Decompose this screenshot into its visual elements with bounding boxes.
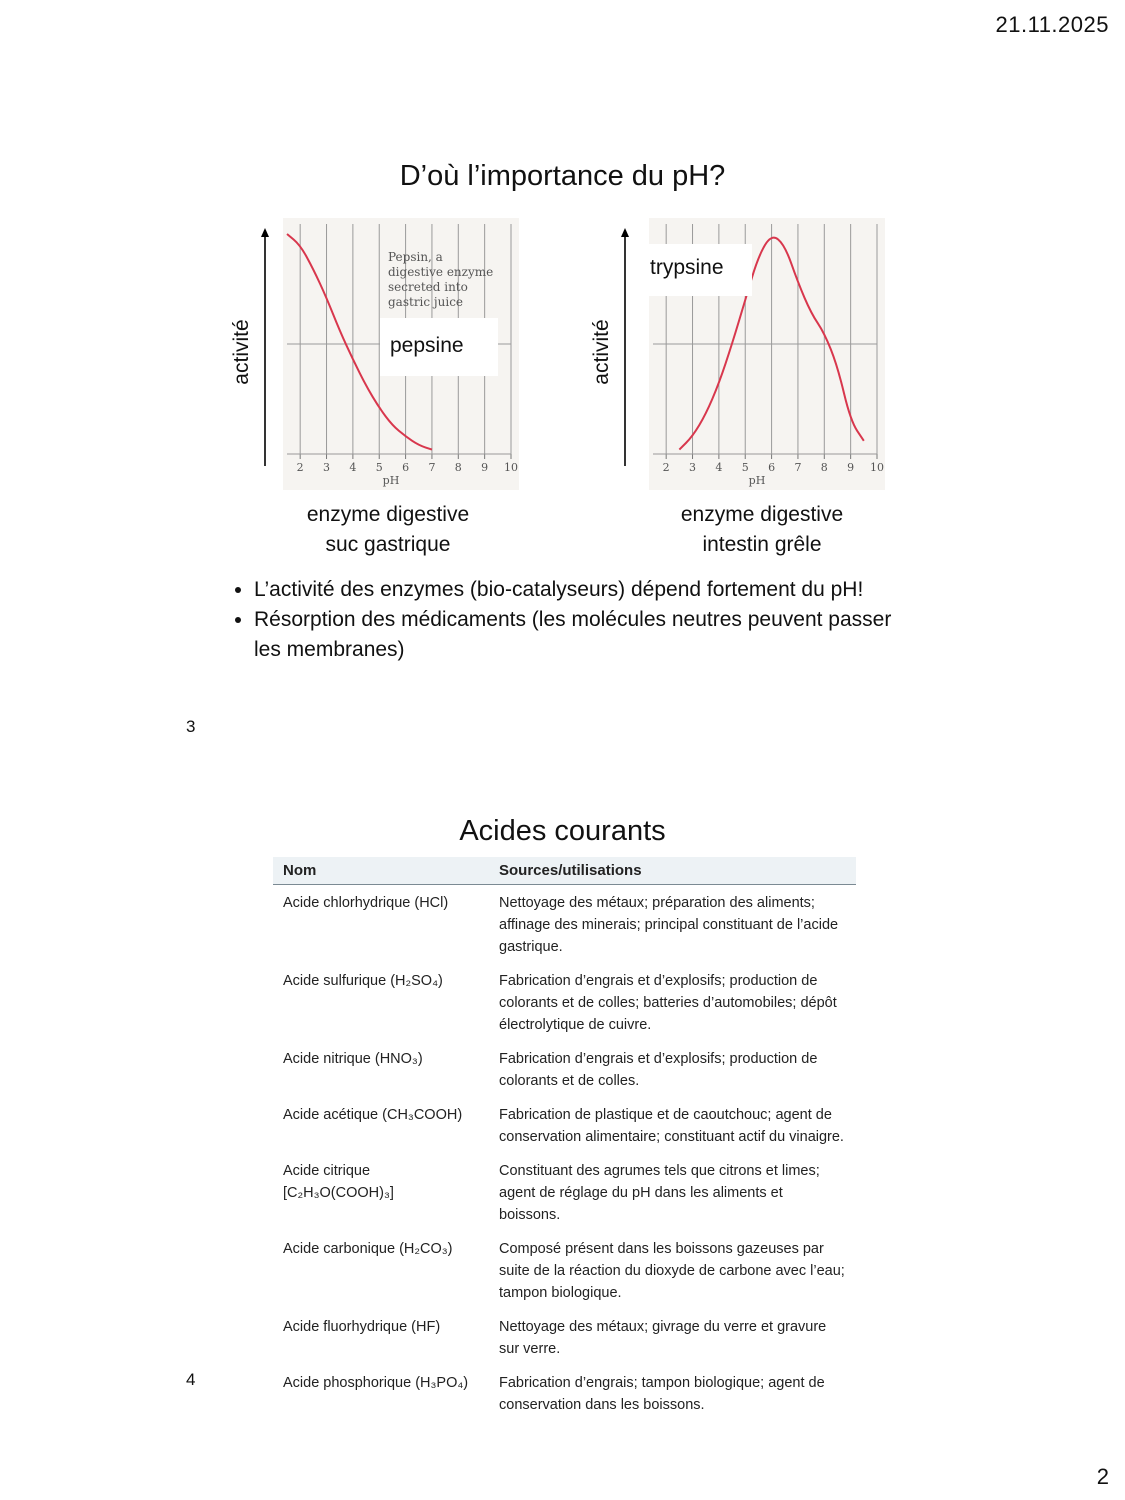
x-tick-label: 5 [375,461,383,474]
pepsine-label: pepsine [380,318,498,376]
x-tick-label: 8 [820,461,828,474]
acid-uses: Fabrication d’engrais et d’explosifs; production de colorants et de colles. [499,1051,818,1089]
x-tick-label: 5 [741,461,749,474]
x-tick-label: 6 [768,461,776,474]
acid-name: Acide chlorhydrique (HCl) [283,895,449,911]
table-row [273,1231,856,1309]
acid-uses: Fabrication d’engrais et d’explosifs; production de colorants et de colles; batteries d’automobiles; dépôt électrolytique de cuivre. [499,973,837,1033]
right-caption-line1: enzyme digestive [680,503,844,526]
pepsin-inset-text [388,250,493,310]
header-nom: Nom [273,857,489,885]
acid-uses: Fabrication d’engrais; tampon biologique; agent de conservation dans les boissons. [499,1375,825,1413]
acid-uses: Fabrication de plastique et de caoutchouc; agent de conservation alimentaire; constituant actif du vinaigre. [499,1107,844,1145]
print-date: 21.11.2025 [995,12,1109,37]
acid-name: Acide carbonique (H₂CO₃) [283,1241,453,1257]
acid-name: Acide citrique [C₂H₃O(COOH)₃] [283,1163,394,1201]
acid-uses: Composé présent dans les boissons gazeuses par suite de la réaction du dioxyde de carbone avec l’eau; tampon biologique. [499,1241,845,1301]
table-row [273,1365,856,1421]
left-caption [258,500,518,560]
x-tick-label: 4 [715,461,723,474]
table-row [273,1041,856,1097]
x-tick-label: 10 [504,461,518,474]
left-ylabel: activité [230,319,253,385]
x-tick-label: 6 [402,461,410,474]
acid-uses: Constituant des agrumes tels que citrons et limes; agent de réglage du pH dans les aliments et boissons. [499,1163,820,1223]
x-tick-label: 4 [349,461,357,474]
x-axis-label: pH [382,474,400,487]
table-row [273,963,856,1041]
table-row [273,1309,856,1365]
acid-uses: Nettoyage des métaux; givrage du verre et gravure sur verre. [499,1319,827,1357]
slide-3-title: D’où l’importance du pH? [399,160,726,192]
table-row [273,885,856,964]
x-tick-label: 9 [481,461,489,474]
x-tick-label: 8 [454,461,462,474]
right-caption-line2: intestin grêle [702,533,822,556]
acids-table [273,857,856,1421]
left-caption-line2: suc gastrique [325,533,451,556]
x-tick-label: 2 [296,461,304,474]
x-axis-label: pH [748,474,766,487]
inset-line: Pepsin, a [388,250,443,264]
table-row [273,1153,856,1231]
acid-name: Acide phosphorique (H₃PO₄) [283,1375,469,1391]
trypsine-label: trypsine [642,244,752,296]
x-tick-label: 3 [323,461,331,474]
x-tick-label: 9 [847,461,855,474]
acid-name: Acide nitrique (HNO₃) [283,1051,423,1067]
acid-name: Acide acétique (CH₃COOH) [283,1107,463,1123]
sheet-number: 2 [1096,1464,1109,1489]
slide-4-title: Acides courants [459,815,666,847]
acid-uses: Nettoyage des métaux; préparation des aliments; affinage des minerais; principal constituant de l’acide gastrique. [499,895,839,955]
table-row [273,1097,856,1153]
x-tick-label: 3 [689,461,697,474]
acid-name: Acide fluorhydrique (HF) [283,1319,441,1335]
right-caption [632,500,892,560]
acid-name: Acide sulfurique (H₂SO₄) [283,973,443,989]
left-caption-line1: enzyme digestive [306,503,470,526]
slide-3-number: 3 [186,717,196,736]
header-sources: Sources/utilisations [489,857,856,885]
bullet-resorption: • Résorption des médicaments (les molécules neutres peuvent passer les membranes) [254,605,900,665]
x-tick-label: 7 [794,461,802,474]
slide-3-bullets [220,575,900,665]
inset-line: digestive enzyme [388,265,494,279]
x-tick-label: 7 [428,461,436,474]
inset-line: gastric juice [388,295,464,309]
bullet-enzymes: • L’activité des enzymes (bio-catalyseurs) dépend fortement du pH! [254,575,900,605]
table-header-row [273,857,856,885]
slide-4-number: 4 [186,1370,196,1389]
x-tick-label: 2 [662,461,670,474]
x-tick-label: 10 [870,461,884,474]
right-ylabel: activité [590,319,613,385]
inset-line: secreted into [388,280,468,294]
